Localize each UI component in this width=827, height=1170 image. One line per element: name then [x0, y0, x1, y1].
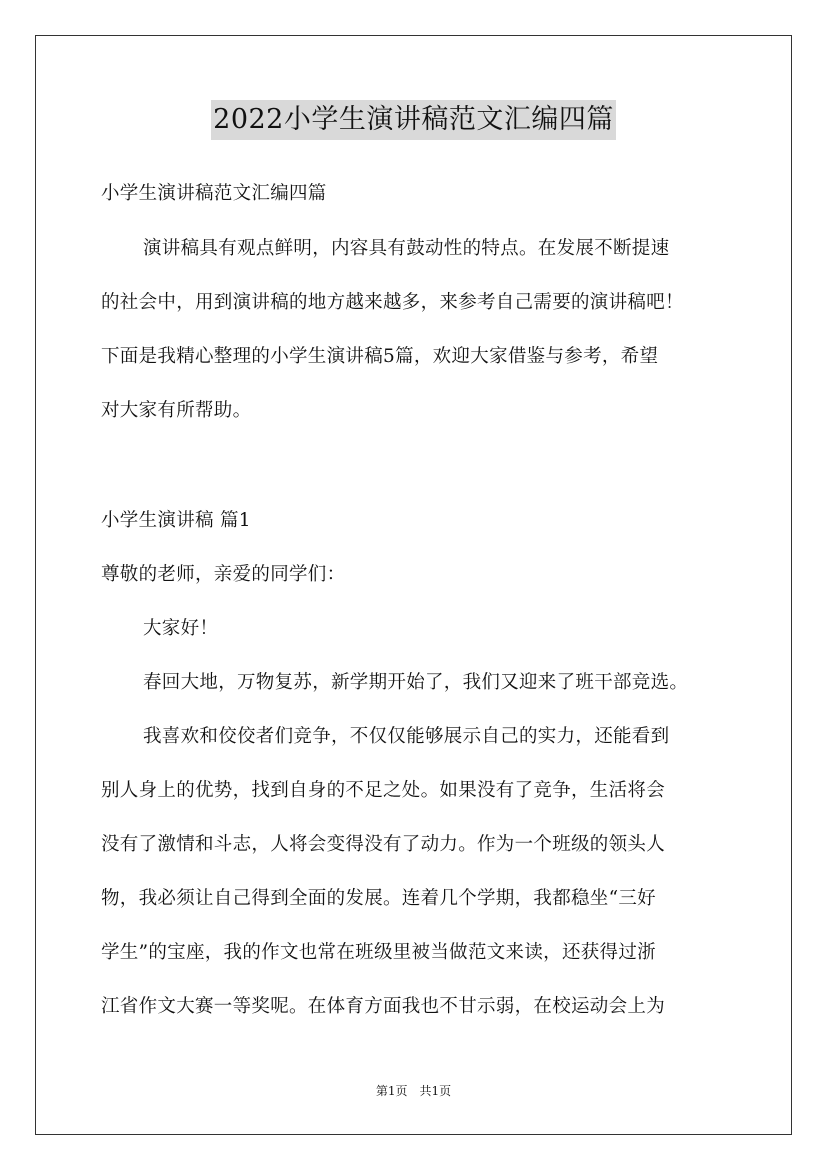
section-heading: 小学生演讲稿 篇1 — [101, 510, 251, 531]
greeting: 大家好！ — [143, 618, 219, 639]
paragraph-line: 物，我必须让自己得到全面的发展。连着几个学期，我都稳坐“三好 — [101, 888, 656, 909]
paragraph-line: 江省作文大赛一等奖呢。在体育方面我也不甘示弱，在校运动会上为 — [101, 996, 666, 1017]
salutation: 尊敬的老师，亲爱的同学们： — [101, 564, 346, 585]
paragraph-line: 春回大地，万物复苏，新学期开始了，我们又迎来了班干部竞选。 — [143, 672, 689, 693]
paragraph-line: 别人身上的优势，找到自身的不足之处。如果没有了竞争，生活将会 — [101, 780, 666, 801]
document-title: 2022小学生演讲稿范文汇编四篇 — [211, 100, 616, 140]
intro-line: 演讲稿具有观点鲜明，内容具有鼓动性的特点。在发展不断提速 — [143, 238, 670, 259]
intro-line: 对大家有所帮助。 — [101, 400, 252, 421]
intro-line: 下面是我精心整理的小学生演讲稿5篇，欢迎大家借鉴与参考，希望 — [101, 346, 659, 367]
paragraph-line: 学生”的宝座，我的作文也常在班级里被当做范文来读，还获得过浙 — [101, 942, 656, 963]
paragraph-line: 没有了激情和斗志，人将会变得没有了动力。作为一个班级的领头人 — [101, 834, 666, 855]
document-subtitle: 小学生演讲稿范文汇编四篇 — [101, 183, 327, 204]
paragraph-line: 我喜欢和佼佼者们竞争，不仅仅能够展示自己的实力，还能看到 — [143, 726, 670, 747]
title-container — [0, 100, 827, 140]
intro-line: 的社会中，用到演讲稿的地方越来越多，来参考自己需要的演讲稿吧！ — [101, 292, 684, 313]
page-footer: 第1页 共1页 — [375, 1084, 452, 1098]
